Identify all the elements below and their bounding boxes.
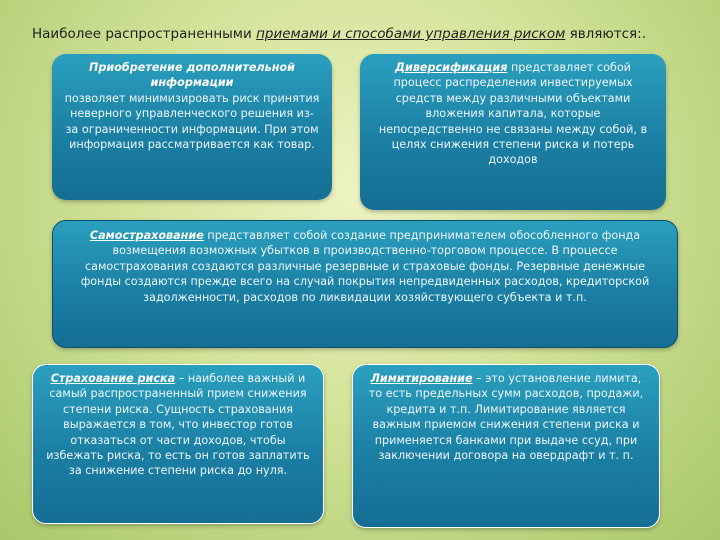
term-limiting: Лимитирование [370,372,473,385]
body-self-insurance: представляет собой создание предпринимателем обособленного фонда возмещения возможных убытков в производственно-торговом процессе. В процессе самострахования создаются различные резервные и страховые фонды. Резервные денежные фонды создаются прежде всего на случай покрытия непредвиденных расходов, кредиторской задолженности, расходов по ликвидации хозяйствующего субъекта и т.п. [80,229,650,304]
card-limiting [352,364,660,528]
term-risk-insurance: Страхование риска [50,372,176,385]
card-information-acquisition [52,54,332,200]
body-risk-insurance: – наиболее важный и самый распространенный прием снижения степени риска. Сущность страхования выражается в том, что инвестор готов отказаться от части доходов, чтобы избежать риска, то есть он готов заплатить за снижение степени риска до нуля. [46,372,310,478]
heading-emphasis: приемами и способами управления риском [256,26,566,42]
term-information-line2: информации [150,76,234,90]
slide-heading [32,26,702,42]
heading-after: являются:. [565,26,647,42]
body-limiting: – это установление лимита, то есть предельных сумм расходов, продажи, кредита и т.п. Лимитирование является важным приемом снижения степени риска и применяется банками при выдаче ссуд, при заключении договора на овердрафт и т. п. [368,372,644,463]
body-diversification: представляет собой процесс распределения инвестируемых средств между различными объектами вложения капитала, которые непосредственно не связаны между собой, в целях снижения степени риска и потерь доходов [378,61,648,167]
term-diversification: Диверсификация [395,61,508,74]
card-self-insurance [52,220,678,348]
card-risk-insurance [32,364,324,524]
card-diversification [360,54,666,210]
body-information: позволяет минимизировать риск принятия неверного управленческого решения из-за ограниченности информации. При этом информация рассматривается как товар. [64,91,320,152]
term-self-insurance: Самострахование [89,229,204,242]
term-information-line1: Приобретение дополнительной [89,61,295,74]
heading-before: Наиболее распространенными [32,26,257,42]
